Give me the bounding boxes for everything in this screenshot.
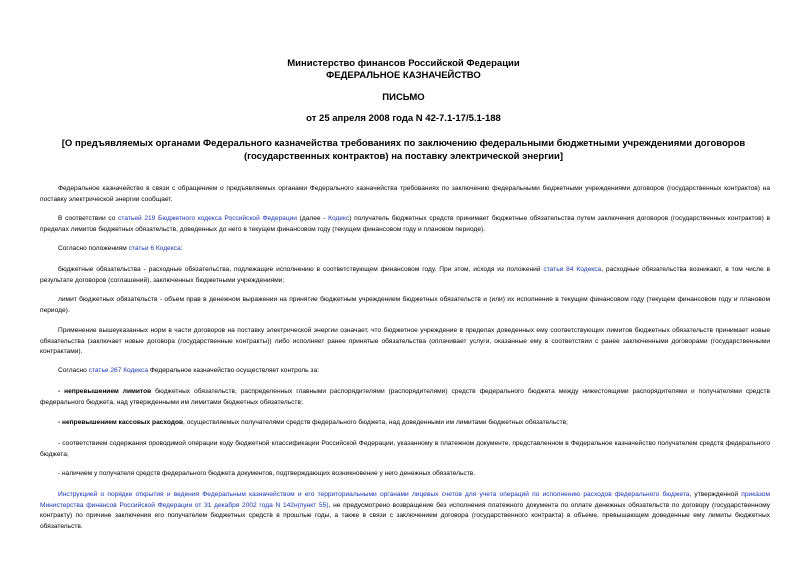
paragraph-2-text-a: В соответствии со: [58, 215, 119, 222]
link-article-219[interactable]: статьей 219 Бюджетного кодекса Российской Федерации: [118, 215, 297, 222]
paragraph-2: [40, 214, 770, 235]
paragraph-12-text-a: , утвержденной: [689, 491, 742, 498]
paragraph-8-bold: - непревышением лимитов: [58, 388, 152, 395]
link-article-84[interactable]: статьи 84 Кодекса: [543, 266, 602, 273]
paragraph-8-text: бюджетных обязательств, распределенных главными распорядителями (распорядителями) средств федерального бюджета между нижестоящими распорядителями и получателями средств федерального бюджета, над утвержденными им лимитами бюджетных обязательств;: [40, 388, 770, 406]
link-order-142n[interactable]: приказом Министерства финансов Российской Федерации от 31 декабря 2002 года N 142н(пункт 55): [40, 491, 770, 509]
paragraph-8: [40, 387, 770, 408]
document-type: ПИСЬМО: [382, 92, 425, 103]
paragraph-3: [40, 244, 770, 255]
paragraph-12: [40, 490, 770, 533]
paragraph-7: [40, 366, 770, 377]
ministry-name: Министерство финансов Российской Федерации: [287, 58, 520, 69]
paragraph-6: Применение вышеуказанных норм в части договоров на поставку электрической энергии означает, что бюджетное учреждение в пределах доведенных ему соответствующих лимитов бюджетных обязательств принимает новые обязательства (заключает новые договора (государственные контракты)) либо исполняет ранее принятые обязательства (оплачивает услуги, оказанные ему в соответствии с ранее заключенными договорами (государственными контрактами).: [40, 327, 770, 356]
document-date-number: от 25 апреля 2008 года N 42-7.1-17/5.1-188: [306, 113, 501, 124]
link-article-267[interactable]: статье 267 Кодекса: [88, 367, 149, 374]
paragraph-9: [40, 418, 770, 429]
paragraph-4-text-a: бюджетные обязательства - расходные обязательства, подлежащие исполнению в соответствующем финансовом году. При этом, исходя из положений: [58, 266, 544, 273]
paragraph-9-bold: - непревышением кассовых расходов: [58, 419, 184, 426]
paragraph-10: - соответствием содержания проводимой операции коду бюджетной классификации Российской Федерации, указанному в платежном документе, представленном в Федеральное казначейство получателем средств федерального бюджета;: [40, 440, 770, 458]
paragraph-7-text-a: Согласно: [58, 367, 89, 374]
document-title: [О предъявляемых органами Федерального казначейства требованиях по заключению федеральными бюджетными учреждениями договоров (государственных контрактов) на поставку электрической энергии]: [61, 138, 746, 162]
paragraph-3-text-a: Согласно положениям: [58, 245, 129, 252]
link-instruction[interactable]: Инструкцией о порядке открытия и ведения Федеральным казначейством и его территориальными органами лицевых счетов для учета операций по исполнению расходов федерального бюджета: [58, 491, 690, 498]
paragraph-12-text-b: , не предусмотрено возвращение без исполнения платежного документа по оплате денежных обязательств по договору (государственному контракту) по причине заключения его получателем бюджетных средств в прошлые годы, а также в связи с заключением договора (государственного контракта) в объеме, превышающем доведенные ему лимиты бюджетных обязательств.: [40, 501, 770, 531]
paragraph-2-text-c: ) получатель бюджетных средств принимает бюджетные обязательства путем заключения договоров (государственных контрактов) в пределах лимитов бюджетных обязательств, доведенных до него в текущем финансовом году (текущем финансовом году и плановом периоде).: [40, 215, 770, 233]
link-code[interactable]: Кодекс: [328, 215, 350, 222]
paragraph-1: Федеральное казначейство в связи с обращением о предъявляемых органами Федерального казначейства требованиях по заключению федеральными бюджетными учреждениями договоров (государственных контрактов) на поставку электрической энергии сообщает.: [40, 185, 770, 203]
link-article-6[interactable]: статьи 6 Кодекса: [128, 245, 181, 252]
treasury-name: ФЕДЕРАЛЬНОЕ КАЗНАЧЕЙСТВО: [326, 70, 481, 81]
paragraph-5: лимит бюджетных обязательств - объем прав в денежном выражении на принятие бюджетным учреждением бюджетных обязательств и (или) их исполнение в текущем финансовом году (текущем финансовом году и плановом периоде).: [40, 296, 770, 314]
paragraph-11: - наличием у получателя средств федерального бюджета документов, подтверждающих возникновение у него денежных обязательств.: [58, 470, 476, 477]
paragraph-4-text-b: , расходные обязательства возникают, в том числе в результате договоров (соглашений), заключенных бюджетными учреждениями;: [40, 266, 770, 284]
paragraph-2-text-b: (далее -: [296, 215, 329, 222]
paragraph-9-text: , осуществляемых получателями средств федерального бюджета, над доведенными им лимитами бюджетных обязательств;: [183, 419, 568, 426]
paragraph-7-text-b: Федеральное казначейство осуществляет контроль за:: [148, 367, 319, 374]
paragraph-3-text-b: :: [180, 245, 183, 252]
paragraph-4: [40, 265, 770, 286]
